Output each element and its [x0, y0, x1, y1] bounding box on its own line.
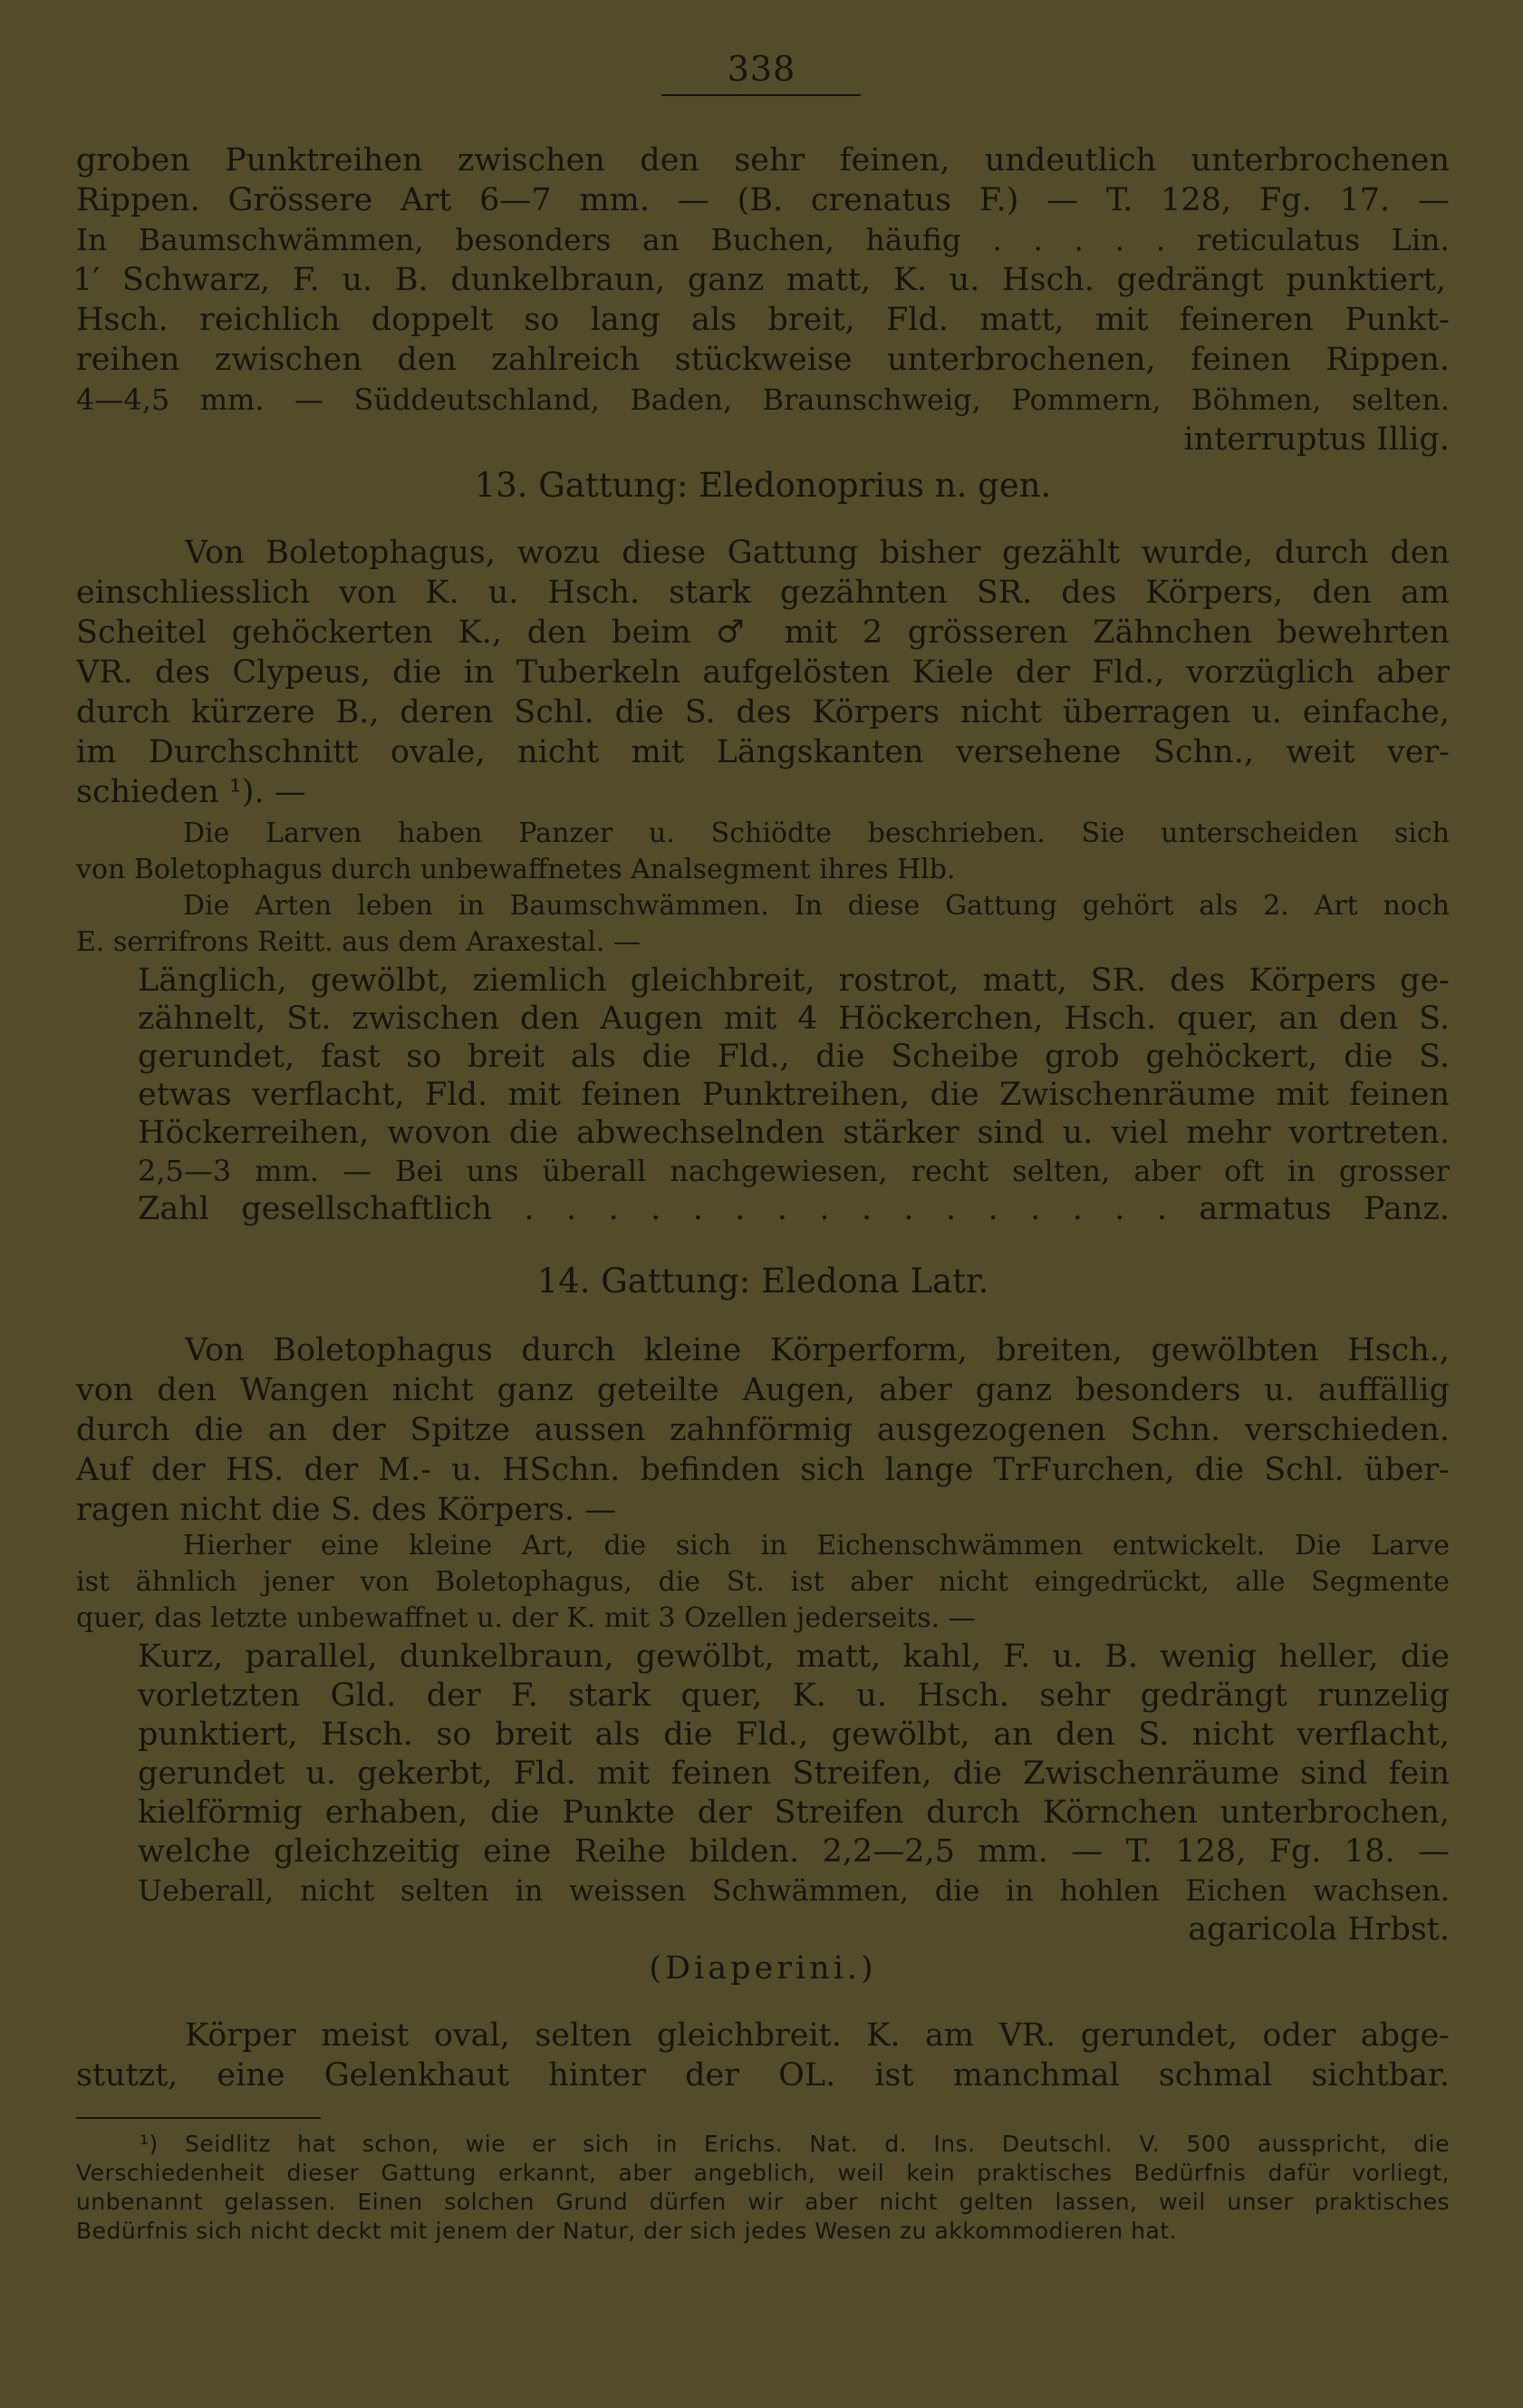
text-line: Ueberall, nicht selten in weissen Schwämmen, die in hohlen Eichen wachsen.	[138, 1873, 1450, 1908]
text-line: Länglich, gewölbt, ziemlich gleichbreit, rostrot, matt, SR. des Körpers ge-	[138, 962, 1450, 999]
text-line: kielförmig erhaben, die Punkte der Streifen durch Körnchen unterbrochen,	[138, 1794, 1450, 1831]
text-line: 1′ Schwarz, F. u. B. dunkelbraun, ganz matt, K. u. Hsch. gedrängt punktiert,	[72, 262, 1446, 298]
text-line: ist ähnlich jener von Boletophagus, die St. ist aber nicht eingedrückt, alle Segmente	[76, 1566, 1450, 1598]
header-rule	[661, 94, 861, 96]
text-line: Die Larven haben Panzer u. Schiödte beschrieben. Sie unterscheiden sich	[183, 817, 1450, 849]
text-line: Rippen. Grössere Art 6—7 mm. — (B. crenatus F.) — T. 128, Fg. 17. —	[76, 182, 1450, 218]
page-number: 338	[727, 49, 796, 89]
text-line: groben Punktreihen zwischen den sehr feinen, undeutlich unterbrochenen	[76, 142, 1450, 179]
text-line: ragen nicht die S. des Körpers. —	[76, 1492, 617, 1528]
text-line: Die Arten leben in Baumschwämmen. In diese Gattung gehört als 2. Art noch	[183, 890, 1450, 922]
genus-heading: 13. Gattung: Eledonoprius n. gen.	[474, 466, 1052, 505]
text-line: schieden ¹). —	[76, 774, 306, 810]
text-line: E. serrifrons Reitt. aus dem Araxestal. —	[76, 926, 641, 958]
text-line: von Boletophagus durch unbewaffnetes Analsegment ihres Hlb.	[76, 854, 956, 885]
footnote-line: Bedürfnis sich nicht deckt mit jenem der Natur, der sich jedes Wesen zu akkommodieren hat.	[76, 2218, 1178, 2244]
text-line: von den Wangen nicht ganz geteilte Augen, aber ganz besonders u. auffällig	[76, 1372, 1450, 1408]
text-line: reihen zwischen den zahlreich stückweise unterbrochenen, feinen Rippen.	[76, 342, 1450, 378]
text-line: etwas verflacht, Fld. mit feinen Punktreihen, die Zwischenräume mit feinen	[138, 1077, 1450, 1113]
text-line: Höckerreihen, wovon die abwechselnden stärker sind u. viel mehr vortreten.	[138, 1115, 1450, 1151]
genus-heading: 14. Gattung: Eledona Latr.	[536, 1262, 989, 1301]
text-line: zähnelt, St. zwischen den Augen mit 4 Höckerchen, Hsch. quer, an den S.	[138, 1001, 1450, 1037]
text-line: Zahl gesellschaftlich . . . . . . . . . . . . . . . . armatus Panz.	[138, 1191, 1450, 1227]
text-line: Hierher eine kleine Art, die sich in Eichenschwämmen entwickelt. Die Larve	[183, 1530, 1450, 1562]
text-line: In Baumschwämmen, besonders an Buchen, häufig . . . . . reticulatus Lin.	[76, 222, 1450, 257]
text-line: durch kürzere B., deren Schl. die S. des Körpers nicht überragen u. einfache,	[76, 694, 1450, 730]
text-line: Auf der HS. der M.- u. HSchn. befinden sich lange TrFurchen, die Schl. über-	[76, 1452, 1450, 1488]
text-line: im Durchschnitt ovale, nicht mit Längskanten versehene Schn., weit ver-	[76, 734, 1450, 770]
footnote-line: unbenannt gelassen. Einen solchen Grund dürfen wir aber nicht gelten lassen, weil unser praktisches	[76, 2189, 1450, 2215]
text-line: welche gleichzeitig eine Reihe bilden. 2,2—2,5 mm. — T. 128, Fg. 18. —	[138, 1833, 1450, 1870]
text-line: punktiert, Hsch. so breit als die Fld., gewölbt, an den S. nicht verflacht,	[138, 1717, 1450, 1753]
text-line: Hsch. reichlich doppelt so lang als breit, Fld. matt, mit feineren Punkt-	[76, 302, 1450, 338]
text-line: quer, das letzte unbewaffnet u. der K. mit 3 Ozellen jederseits. —	[76, 1602, 976, 1634]
text-line: vorletzten Gld. der F. stark quer, K. u. Hsch. sehr gedrängt runzelig	[138, 1678, 1450, 1714]
text-line: Von Boletophagus, wozu diese Gattung bisher gezählt wurde, durch den	[185, 535, 1450, 571]
text-line: stutzt, eine Gelenkhaut hinter der OL. ist manchmal schmal sichtbar.	[76, 2057, 1450, 2094]
species-name: interruptus Illig.	[1183, 421, 1450, 458]
text-line: einschliesslich von K. u. Hsch. stark gezähnten SR. des Körpers, den am	[76, 575, 1450, 611]
text-line: Kurz, parallel, dunkelbraun, gewölbt, matt, kahl, F. u. B. wenig heller, die	[138, 1639, 1450, 1675]
text-line: gerundet, fast so breit als die Fld., die Scheibe grob gehöckert, die S.	[138, 1039, 1450, 1075]
text-line: Scheitel gehöckerten K., den beim ♂ mit 2 grösseren Zähnchen bewehrten	[76, 614, 1450, 651]
footnote-line: Verschiedenheit dieser Gattung erkannt, aber angeblich, weil kein praktisches Bedürfnis dafür vorliegt,	[76, 2160, 1450, 2186]
footnote-rule	[76, 2117, 321, 2119]
text-line: Von Boletophagus durch kleine Körperform, breiten, gewölbten Hsch.,	[185, 1332, 1450, 1368]
text-line: gerundet u. gekerbt, Fld. mit feinen Streifen, die Zwischenräume sind fein	[138, 1755, 1450, 1792]
text-line: Körper meist oval, selten gleichbreit. K. am VR. gerundet, oder abge-	[185, 2017, 1450, 2054]
tribe-heading: (Diaperini.)	[649, 1950, 877, 1987]
text-line: 2,5—3 mm. — Bei uns überall nachgewiesen, recht selten, aber oft in grosser	[138, 1154, 1450, 1188]
text-line: 4—4,5 mm. — Süddeutschland, Baden, Braunschweig, Pommern, Böhmen, selten.	[76, 382, 1450, 417]
text-line: durch die an der Spitze aussen zahnförmig ausgezogenen Schn. verschieden.	[76, 1412, 1450, 1448]
footnote-line: ¹) Seidlitz hat schon, wie er sich in Erichs. Nat. d. Ins. Deutschl. V. 500 ausspricht, die	[140, 2131, 1450, 2157]
text-line: VR. des Clypeus, die in Tuberkeln aufgelösten Kiele der Fld., vorzüglich aber	[76, 654, 1450, 691]
species-name: agaricola Hrbst.	[1188, 1911, 1450, 1948]
